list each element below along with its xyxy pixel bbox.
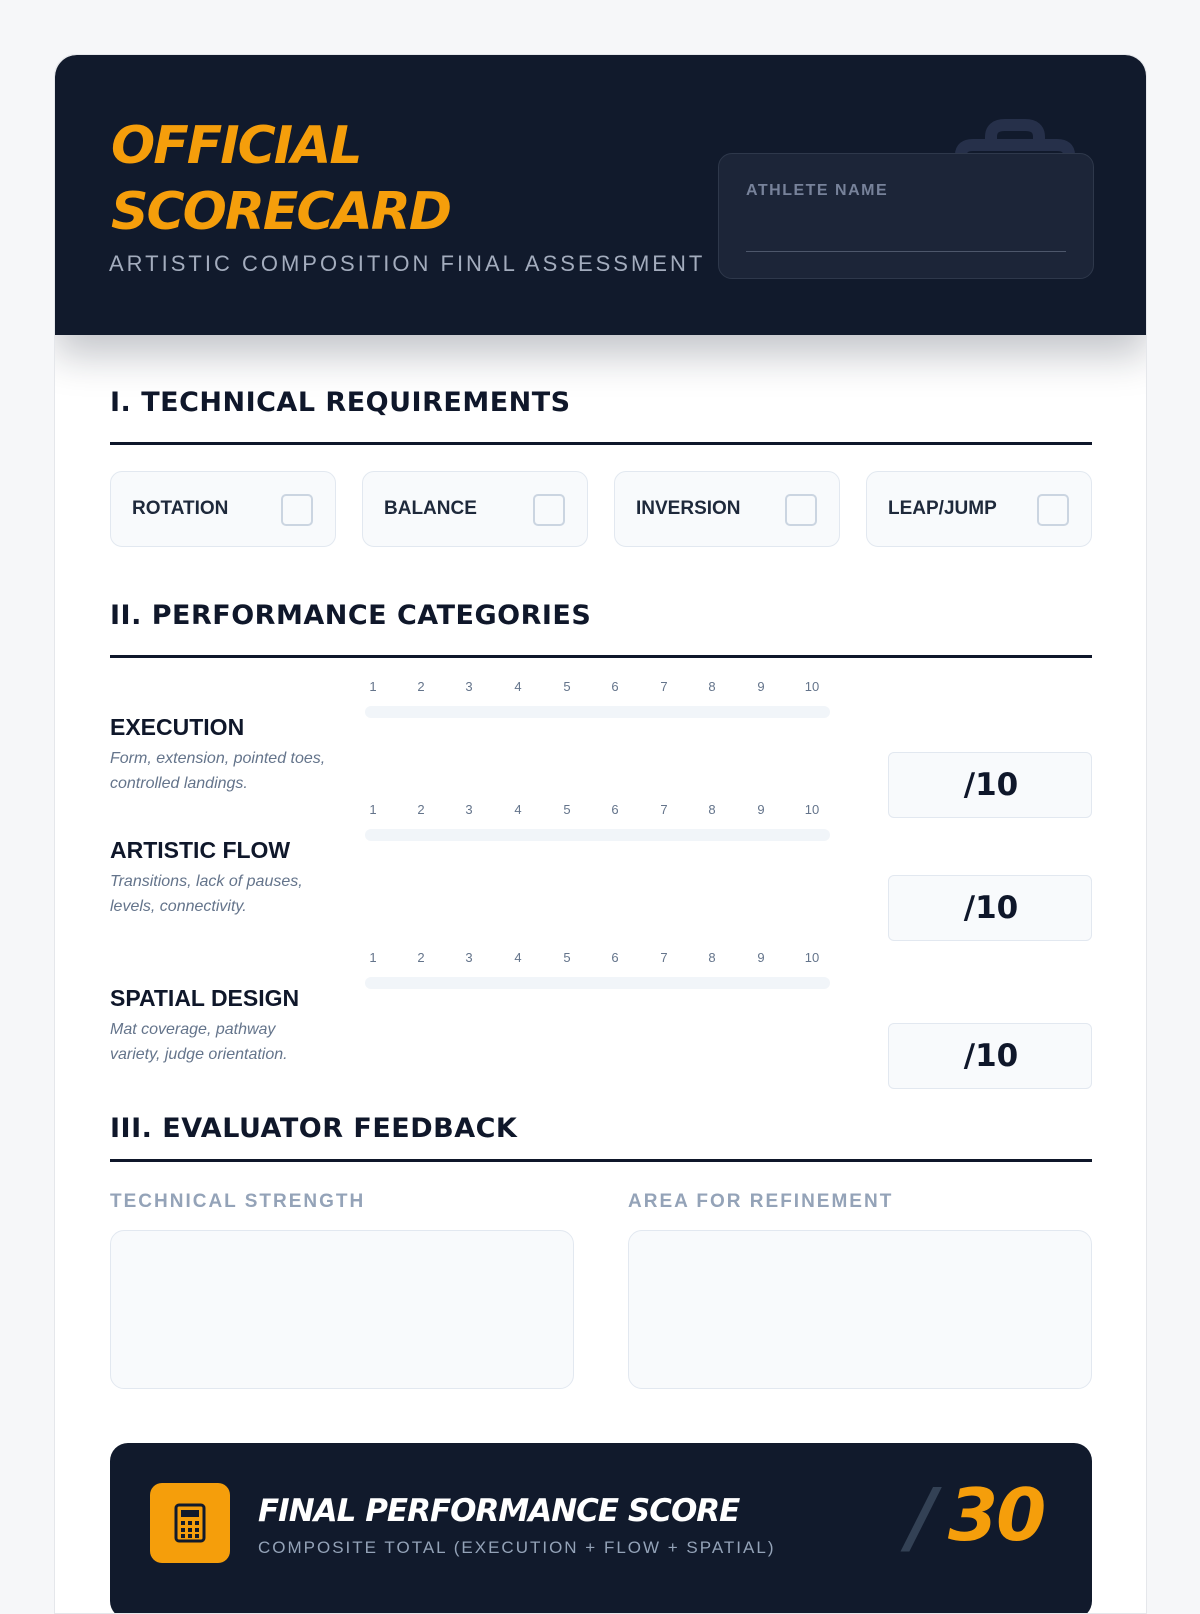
calculator-icon bbox=[174, 1503, 206, 1543]
category-description: Mat coverage, pathway variety, judge orientation. bbox=[110, 1021, 288, 1063]
scale-tick: 6 bbox=[611, 950, 619, 965]
section-title-performance: II. PERFORMANCE CATEGORIES bbox=[110, 600, 592, 631]
scale-tick: 4 bbox=[514, 950, 522, 965]
category-name: EXECUTION bbox=[110, 714, 245, 740]
scorecard-header bbox=[55, 55, 1147, 335]
section-title-feedback: III. EVALUATOR FEEDBACK bbox=[110, 1113, 518, 1144]
category-description: Transitions, lack of pauses, levels, connectivity. bbox=[110, 873, 303, 915]
scale-tick: 2 bbox=[417, 679, 425, 694]
scale-tick: 3 bbox=[465, 679, 473, 694]
section-title-technical: I. TECHNICAL REQUIREMENTS bbox=[110, 387, 571, 418]
section-divider bbox=[110, 655, 1092, 658]
final-score-panel bbox=[110, 1443, 1092, 1614]
athlete-name-underline bbox=[746, 251, 1066, 252]
scale-tick: 4 bbox=[514, 802, 522, 817]
category-description: Form, extension, pointed toes, controlled landings. bbox=[110, 750, 326, 792]
final-score-title: FINAL PERFORMANCE SCORE bbox=[258, 1493, 740, 1529]
scale-ticks bbox=[365, 950, 835, 968]
requirement-inversion[interactable] bbox=[614, 471, 840, 547]
requirement-rotation[interactable] bbox=[110, 471, 336, 547]
score-input[interactable] bbox=[888, 1023, 1092, 1089]
scale-ticks bbox=[365, 679, 835, 697]
scale-tick: 8 bbox=[708, 802, 716, 817]
scale-tick: 5 bbox=[563, 950, 571, 965]
scale-tick: 6 bbox=[611, 802, 619, 817]
scale-tick: 7 bbox=[660, 802, 668, 817]
requirement-label: BALANCE bbox=[384, 498, 477, 519]
scale-tick: 1 bbox=[369, 679, 377, 694]
score-max: /10 bbox=[963, 1038, 1019, 1074]
final-score-slash: / bbox=[908, 1473, 937, 1563]
requirement-balance[interactable] bbox=[362, 471, 588, 547]
score-max: /10 bbox=[963, 890, 1019, 926]
score-slider[interactable] bbox=[365, 977, 830, 989]
scale-tick: 4 bbox=[514, 679, 522, 694]
scale-tick: 1 bbox=[369, 950, 377, 965]
area-for-refinement-input[interactable] bbox=[628, 1230, 1092, 1389]
page-subtitle: ARTISTIC COMPOSITION FINAL ASSESSMENT bbox=[109, 251, 706, 276]
requirement-checkbox[interactable] bbox=[533, 494, 565, 526]
requirement-leap-jump[interactable] bbox=[866, 471, 1092, 547]
scale-tick: 3 bbox=[465, 950, 473, 965]
scale-tick: 9 bbox=[757, 950, 765, 965]
scale-tick: 6 bbox=[611, 679, 619, 694]
score-max: /10 bbox=[963, 767, 1019, 803]
final-score-total: 30 bbox=[948, 1473, 1045, 1557]
category-name: ARTISTIC FLOW bbox=[110, 837, 291, 863]
score-slider[interactable] bbox=[365, 829, 830, 841]
scale-tick: 9 bbox=[757, 802, 765, 817]
score-slider[interactable] bbox=[365, 706, 830, 718]
technical-strength-input[interactable] bbox=[110, 1230, 574, 1389]
scale-tick: 2 bbox=[417, 802, 425, 817]
score-input[interactable] bbox=[888, 875, 1092, 941]
scale-tick: 9 bbox=[757, 679, 765, 694]
scale-tick: 3 bbox=[465, 802, 473, 817]
scale-tick: 7 bbox=[660, 950, 668, 965]
requirement-checkbox[interactable] bbox=[281, 494, 313, 526]
scale-ticks bbox=[365, 802, 835, 820]
score-input[interactable] bbox=[888, 752, 1092, 818]
area-for-refinement-label: AREA FOR REFINEMENT bbox=[628, 1191, 894, 1212]
scale-tick: 5 bbox=[563, 802, 571, 817]
page-title: OFFICIAL SCORECARD bbox=[111, 116, 450, 242]
scale-tick: 8 bbox=[708, 950, 716, 965]
requirement-label: INVERSION bbox=[636, 498, 741, 519]
scale-tick: 7 bbox=[660, 679, 668, 694]
section-divider bbox=[110, 1159, 1092, 1162]
scale-tick: 10 bbox=[804, 679, 820, 694]
section-divider bbox=[110, 442, 1092, 445]
calculator-tile bbox=[150, 1483, 230, 1563]
requirement-checkbox[interactable] bbox=[785, 494, 817, 526]
requirement-checkbox[interactable] bbox=[1037, 494, 1069, 526]
scale-tick: 10 bbox=[804, 950, 820, 965]
athlete-name-field[interactable] bbox=[718, 153, 1094, 279]
final-score-subtitle: COMPOSITE TOTAL (EXECUTION + FLOW + SPATIAL) bbox=[258, 1538, 776, 1557]
requirement-label: ROTATION bbox=[132, 498, 229, 519]
requirement-label: LEAP/JUMP bbox=[888, 498, 997, 519]
scorecard bbox=[54, 54, 1147, 1614]
scale-tick: 10 bbox=[804, 802, 820, 817]
category-name: SPATIAL DESIGN bbox=[110, 985, 300, 1011]
scale-tick: 8 bbox=[708, 679, 716, 694]
scale-tick: 5 bbox=[563, 679, 571, 694]
scale-tick: 2 bbox=[417, 950, 425, 965]
scale-tick: 1 bbox=[369, 802, 377, 817]
athlete-name-label: ATHLETE NAME bbox=[746, 182, 889, 199]
technical-strength-label: TECHNICAL STRENGTH bbox=[110, 1191, 366, 1212]
